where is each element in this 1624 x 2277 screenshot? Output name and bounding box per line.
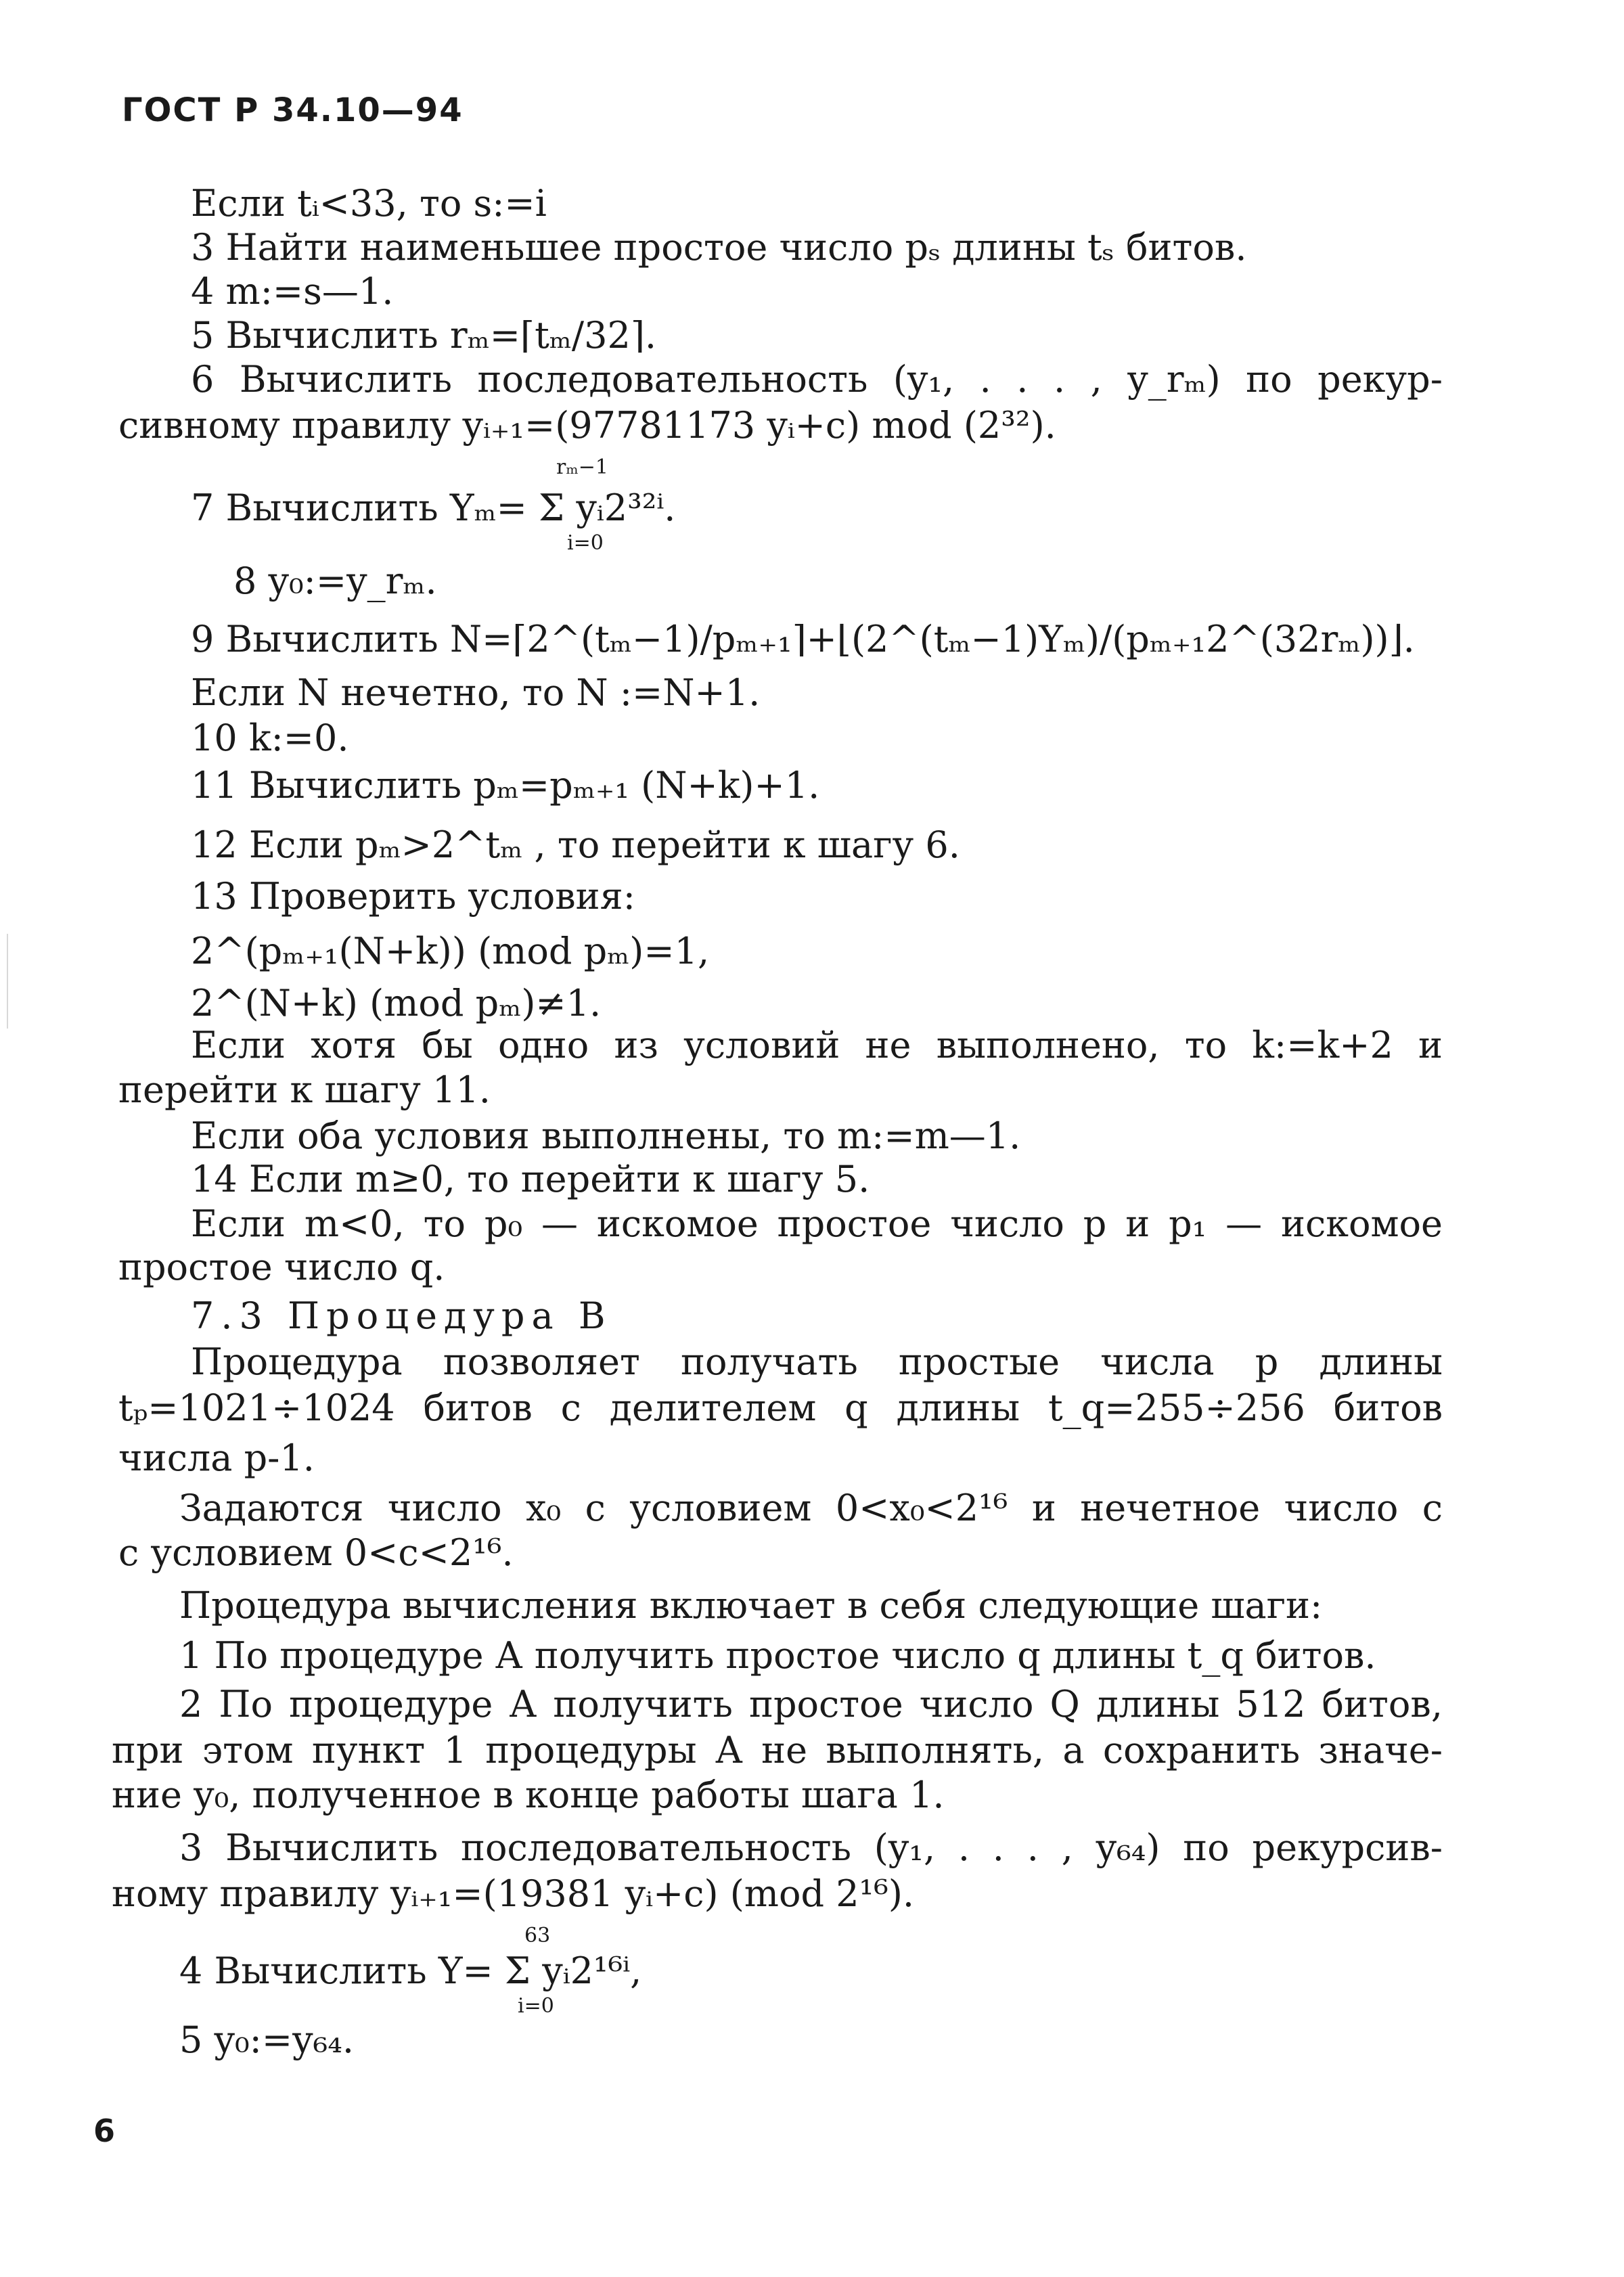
text-line: Если хотя бы одно из условий не выполнено, то k:=k+2 и	[191, 1024, 1443, 1066]
sum-lower-limit: i=0	[518, 1994, 554, 2018]
text-line: 12 Если pₘ>2^tₘ , то перейти к шагу 6.	[191, 824, 960, 866]
text-line: 14 Если m≥0, то перейти к шагу 5.	[191, 1158, 870, 1200]
text-line: 11 Вычислить pₘ=pₘ₊₁ (N+k)+1.	[191, 764, 820, 807]
text-line: Если N нечетно, то N :=N+1.	[191, 671, 761, 714]
text-line: 4 m:=s—1.	[191, 270, 394, 313]
text-line: 10 k:=0.	[191, 717, 349, 759]
document-header: ГОСТ Р 34.10—94	[122, 91, 464, 129]
text-line: при этом пункт 1 процедуры А не выполнять, а сохранить значе-	[112, 1729, 1443, 1772]
text-line: 7 Вычислить Yₘ= Σ yᵢ2³²ⁱ.	[191, 487, 676, 529]
text-line: Процедура позволяет получать простые числа p длины	[191, 1340, 1443, 1383]
text-line: 4 Вычислить Y= Σ yᵢ2¹⁶ⁱ,	[179, 1949, 642, 1992]
text-line: Если tᵢ<33, то s:=i	[191, 182, 547, 225]
text-line: ному правилу yᵢ₊₁=(19381 yᵢ+c) (mod 2¹⁶).	[112, 1872, 915, 1915]
text-line: числа p-1.	[118, 1437, 315, 1479]
text-line: tₚ=1021÷1024 битов с делителем q длины t_q=255÷256 битов	[118, 1387, 1443, 1429]
text-line: 13 Проверить условия:	[191, 875, 635, 918]
text-line: с условием 0<c<2¹⁶.	[118, 1531, 514, 1574]
sum-upper-limit: rₘ−1	[556, 455, 608, 479]
text-line: Если оба условия выполнены, то m:=m—1.	[191, 1114, 1021, 1157]
text-line: ние y₀, полученное в конце работы шага 1.	[112, 1774, 945, 1816]
text-line: простое число q.	[118, 1246, 445, 1288]
text-line: 5 Вычислить rₘ=⌈tₘ/32⌉.	[191, 314, 657, 357]
text-line: 8 y₀:=y_rₘ.	[233, 560, 437, 602]
sum-lower-limit: i=0	[567, 531, 604, 555]
scan-artifact	[7, 934, 8, 1029]
text-line: 5 y₀:=y₆₄.	[179, 2019, 355, 2061]
text-line: 9 Вычислить N=⌈2^(tₘ−1)/pₘ₊₁⌉+⌊(2^(tₘ−1)Yₘ)/(pₘ₊₁2^(32rₘ))⌋.	[191, 618, 1415, 660]
text-line: 3 Вычислить последовательность (y₁, . . . , y₆₄) по рекурсив-	[179, 1826, 1443, 1869]
text-line: 2^(pₘ₊₁(N+k)) (mod pₘ)=1,	[191, 930, 710, 972]
text-line: Задаются число x₀ с условием 0<x₀<2¹⁶ и нечетное число c	[179, 1487, 1443, 1529]
text-line: 2 По процедуре А получить простое число Q длины 512 битов,	[179, 1683, 1443, 1726]
text-line: Процедура вычисления включает в себя следующие шаги:	[179, 1584, 1323, 1627]
text-line: сивному правилу yᵢ₊₁=(97781173 yᵢ+c) mod (2³²).	[118, 404, 1056, 447]
page-number: 6	[93, 2113, 116, 2149]
text-line: перейти к шагу 11.	[118, 1068, 491, 1111]
text-line: 1 По процедуре А получить простое число q длины t_q битов.	[179, 1634, 1376, 1677]
sum-upper-limit: 63	[524, 1924, 551, 1947]
text-line: 3 Найти наименьшее простое число pₛ длины tₛ битов.	[191, 226, 1247, 269]
text-line: 2^(N+k) (mod pₘ)≠1.	[191, 982, 602, 1024]
section-heading: 7.3 Процедура В	[191, 1294, 612, 1337]
text-line: 6 Вычислить последовательность (y₁, . . . , y_rₘ) по рекур-	[191, 358, 1443, 401]
text-line: Если m<0, то p₀ — искомое простое число p и p₁ — искомое	[191, 1202, 1443, 1245]
